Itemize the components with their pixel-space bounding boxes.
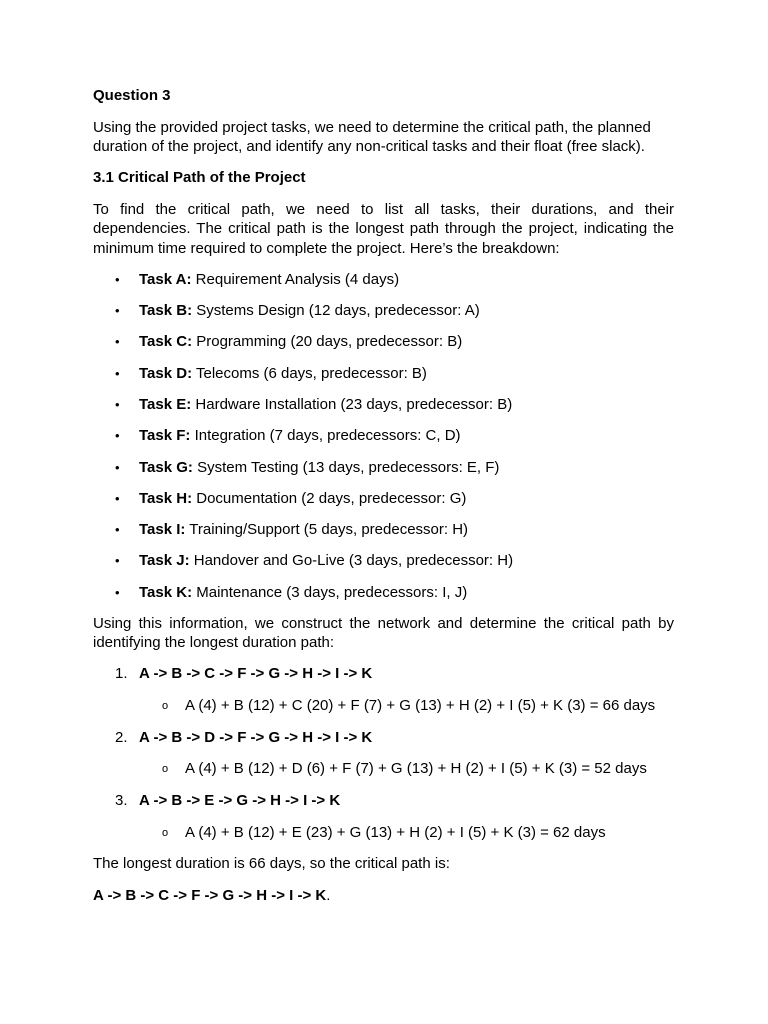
section-intro-paragraph: To find the critical path, we need to list all tasks, their durations, and their dependencies. The critical path is the longest path through the project, indicating the minimum time required to complete the project. Here’s the breakdown:: [93, 200, 674, 257]
list-item: [93, 270, 674, 290]
path-calculation-3: [93, 823, 674, 843]
bullet-icon: •: [115, 303, 120, 319]
sub-bullet-icon: o: [162, 763, 169, 776]
intro-paragraph: Using the provided project tasks, we need to determine the critical path, the planned duration of the project, and identify any non-critical tasks and their float (free slack).: [93, 118, 651, 155]
path-sequence: A -> B -> E -> G -> H -> I -> K: [139, 792, 341, 810]
path-number: 2.: [115, 728, 128, 746]
list-item: [93, 395, 674, 415]
question-title: Question 3: [93, 87, 171, 104]
task-label: Task H:: [139, 489, 193, 507]
list-item: [93, 551, 674, 571]
task-label: Task A:: [139, 270, 192, 288]
network-intro-paragraph: Using this information, we construct the network and determine the critical path by identifying the longest duration path:: [93, 614, 674, 652]
path-item-3: [93, 791, 674, 811]
list-item: [93, 458, 674, 478]
task-label: Task D:: [139, 364, 193, 382]
task-description: Training/Support (5 days, predecessor: H): [185, 521, 469, 539]
calculation-text: A (4) + B (12) + D (6) + F (7) + G (13) + H (2) + I (5) + K (3) = 52 days: [185, 760, 647, 778]
bullet-icon: •: [115, 396, 120, 412]
task-label: Task I:: [139, 521, 186, 539]
task-description: Requirement Analysis (4 days): [191, 270, 400, 288]
list-item: [93, 489, 674, 509]
task-label: Task J:: [139, 552, 190, 570]
bullet-icon: •: [115, 334, 120, 350]
bullet-icon: •: [115, 584, 120, 600]
path-sequence: A -> B -> D -> F -> G -> H -> I -> K: [139, 728, 373, 746]
bullet-icon: •: [115, 553, 120, 569]
task-label: Task C:: [139, 333, 193, 351]
task-label: Task B:: [139, 302, 193, 320]
section-title: 3.1 Critical Path of the Project: [93, 169, 306, 186]
task-description: System Testing (13 days, predecessors: E, F): [192, 458, 500, 476]
task-description: Handover and Go-Live (3 days, predecessor: H): [189, 552, 514, 570]
path-calculation-2: [93, 759, 674, 779]
conclusion-paragraph: The longest duration is 66 days, so the critical path is:: [93, 855, 450, 873]
task-description: Hardware Installation (23 days, predecessor: B): [191, 395, 513, 413]
task-description: Maintenance (3 days, predecessors: I, J): [192, 583, 468, 601]
list-item: [93, 583, 674, 603]
path-number: 3.: [115, 792, 128, 810]
task-description: Integration (7 days, predecessors: C, D): [190, 427, 461, 445]
path-sequence: A -> B -> C -> F -> G -> H -> I -> K: [139, 665, 373, 683]
task-label: Task E:: [139, 395, 192, 413]
task-description: Programming (20 days, predecessor: B): [192, 333, 463, 351]
critical-path-end: .: [326, 886, 331, 904]
bullet-icon: •: [115, 271, 120, 287]
list-item: [93, 364, 674, 384]
path-item-1: [93, 664, 674, 684]
task-description: Telecoms (6 days, predecessor: B): [192, 364, 427, 382]
bullet-icon: •: [115, 459, 120, 475]
bullet-icon: •: [115, 428, 120, 444]
critical-path-sequence: A -> B -> C -> F -> G -> H -> I -> K: [93, 886, 327, 904]
list-item: [93, 301, 674, 321]
path-number: 1.: [115, 665, 128, 683]
path-item-2: [93, 728, 674, 748]
calculation-text: A (4) + B (12) + C (20) + F (7) + G (13) + H (2) + I (5) + K (3) = 66 days: [185, 696, 656, 714]
bullet-icon: •: [115, 522, 120, 538]
bullet-icon: •: [115, 490, 120, 506]
path-calculation-1: [93, 696, 674, 716]
task-label: Task G:: [139, 458, 193, 476]
list-item: [93, 520, 674, 540]
critical-path-line: [93, 886, 674, 906]
task-description: Documentation (2 days, predecessor: G): [192, 489, 467, 507]
list-item: [93, 426, 674, 446]
task-label: Task F:: [139, 427, 191, 445]
calculation-text: A (4) + B (12) + E (23) + G (13) + H (2) + I (5) + K (3) = 62 days: [185, 823, 606, 841]
bullet-icon: •: [115, 365, 120, 381]
sub-bullet-icon: o: [162, 699, 169, 712]
task-description: Systems Design (12 days, predecessor: A): [192, 302, 480, 320]
list-item: [93, 332, 674, 352]
sub-bullet-icon: o: [162, 826, 169, 839]
task-list: [93, 270, 674, 602]
task-label: Task K:: [139, 583, 193, 601]
